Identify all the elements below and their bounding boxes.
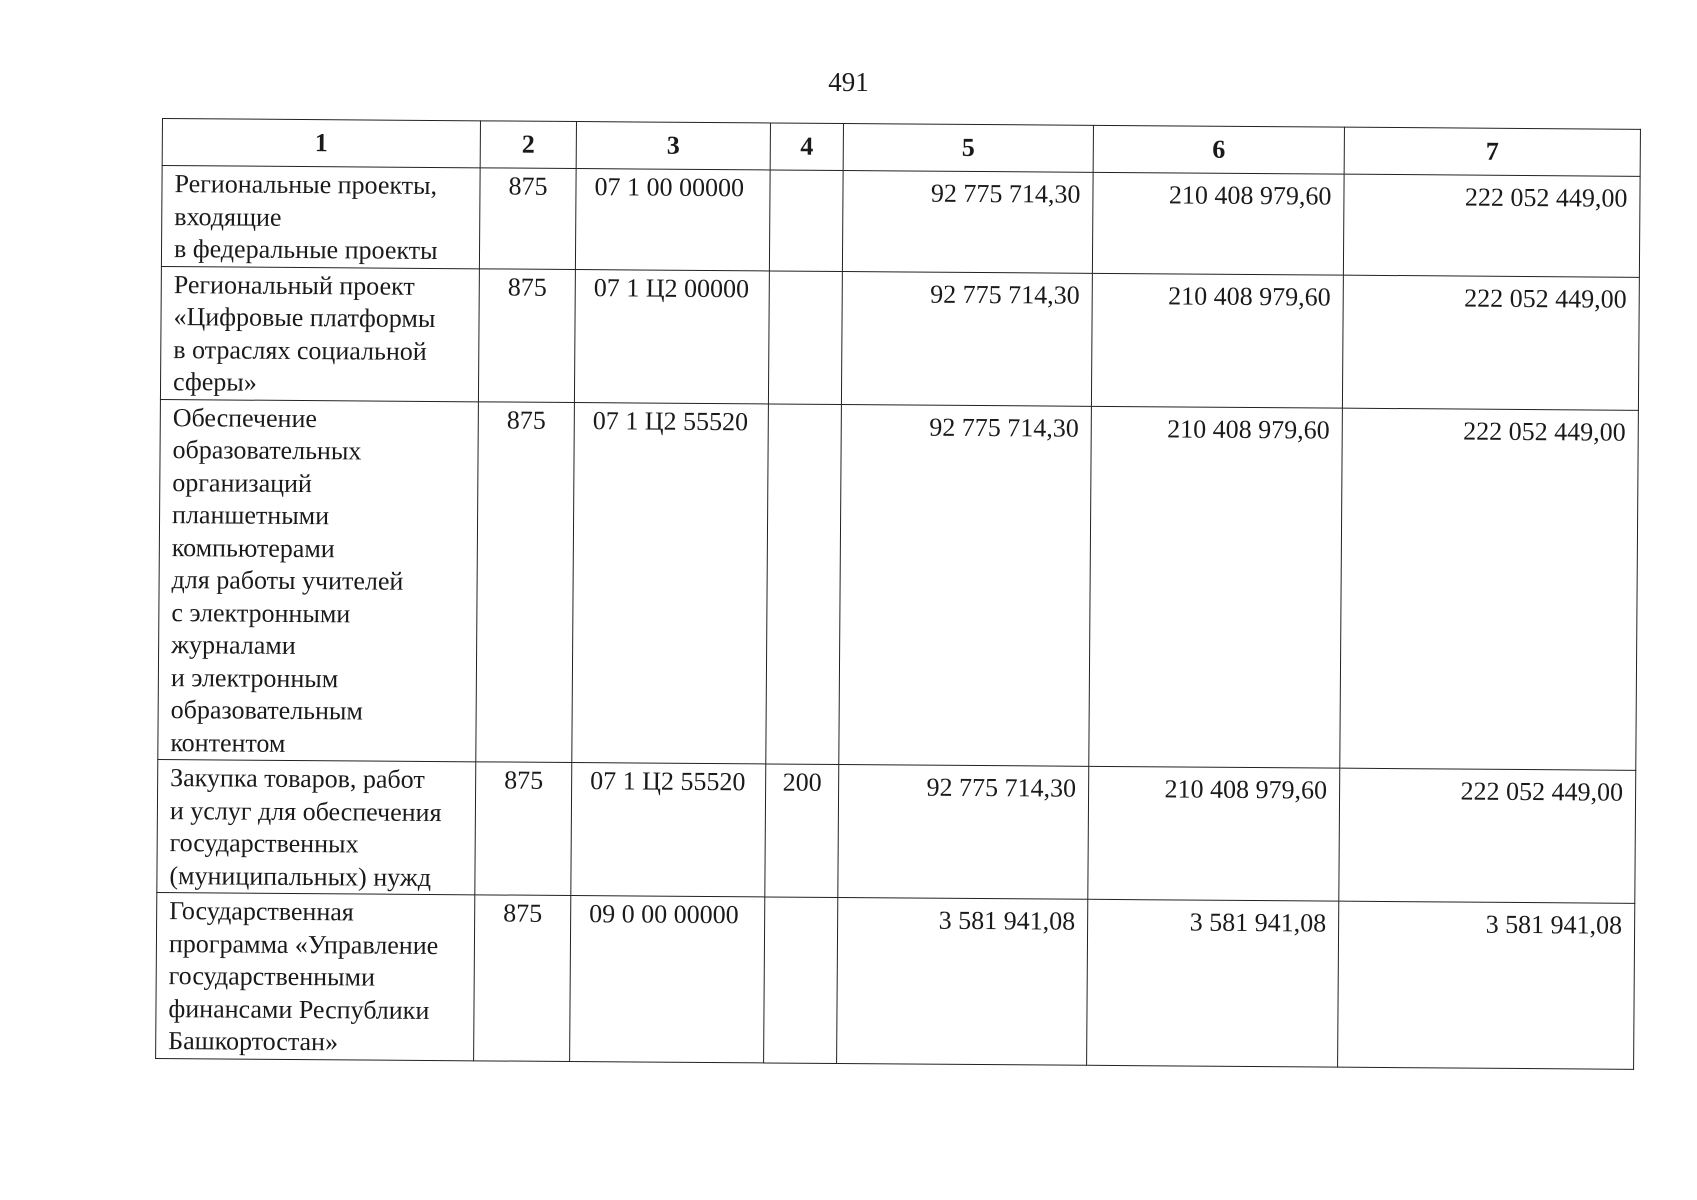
row-name-line: образовательным (170, 695, 364, 726)
row-name-line: Государственная (169, 896, 354, 927)
row-value-col6: 210 408 979,60 (1091, 273, 1343, 408)
table-row (160, 266, 1639, 410)
row-name-line: Башкортостан» (168, 1026, 339, 1057)
table-row (157, 759, 1636, 903)
row-name-line: программа «Управление (168, 928, 439, 960)
row-name-cell (157, 759, 476, 894)
header-col-1: 1 (162, 119, 480, 168)
row-name-line: (муниципальных) нужд (169, 860, 432, 892)
table-row (158, 399, 1639, 770)
row-name-line: Закупка товаров, работ (170, 763, 425, 794)
header-col-5: 5 (843, 123, 1093, 172)
row-expense-type (768, 270, 842, 404)
header-col-6: 6 (1093, 125, 1344, 174)
row-name-line: в отраслях социальной (173, 334, 427, 366)
row-target-code: 07 1 00 00000 (575, 169, 770, 271)
row-name-line: и электронным (170, 662, 339, 693)
row-expense-type (769, 170, 843, 271)
row-name-line: контентом (170, 727, 286, 758)
table-body (156, 166, 1641, 1069)
row-target-code: 07 1 Ц2 55520 (572, 402, 769, 764)
row-value-col7: 222 052 449,00 (1342, 275, 1639, 410)
row-expense-type (764, 897, 838, 1063)
row-name-line: для работы учителей (171, 565, 404, 596)
row-value-col5: 92 775 714,30 (841, 271, 1092, 406)
row-expense-type: 200 (765, 764, 839, 898)
header-col-4: 4 (770, 123, 843, 171)
row-admin-code: 875 (475, 762, 572, 896)
row-admin-code: 875 (478, 268, 575, 402)
row-value-col6: 210 408 979,60 (1088, 766, 1340, 901)
row-admin-code: 875 (474, 895, 571, 1061)
row-name-line: планшетными (171, 500, 330, 531)
row-value-col5: 3 581 941,08 (837, 897, 1088, 1064)
row-name-line: образовательных (172, 435, 362, 466)
row-name-line: Региональные проекты, (174, 169, 438, 201)
row-value-col5: 92 775 714,30 (838, 764, 1089, 899)
row-value-col5: 92 775 714,30 (842, 170, 1093, 272)
table-row (156, 892, 1635, 1068)
table-row (161, 166, 1640, 277)
row-value-col6: 210 408 979,60 (1089, 406, 1343, 768)
budget-table-wrapper (155, 118, 1640, 1069)
row-value-col7: 222 052 449,00 (1343, 174, 1640, 277)
row-name-cell (160, 266, 479, 401)
page-number: 491 (828, 67, 869, 97)
row-name-line: государственными (168, 961, 376, 992)
row-name-line: Обеспечение (172, 402, 318, 433)
row-value-col7: 3 581 941,08 (1338, 901, 1635, 1069)
header-col-3: 3 (576, 122, 770, 170)
row-value-col7: 222 052 449,00 (1340, 408, 1639, 771)
row-name-line: и услуг для обеспечения (169, 795, 442, 827)
row-name-cell (156, 892, 475, 1060)
header-col-2: 2 (480, 121, 576, 169)
row-name-line: сферы» (172, 367, 257, 397)
row-name-line: организаций (172, 467, 313, 498)
row-name-line: государственных (169, 828, 359, 859)
row-name-line: финансами Республики (168, 993, 430, 1025)
row-name-cell (161, 166, 480, 269)
row-target-code: 07 1 Ц2 00000 (574, 269, 769, 403)
row-target-code: 07 1 Ц2 55520 (571, 763, 766, 897)
row-name-line: компьютерами (171, 532, 335, 563)
row-value-col5: 92 775 714,30 (839, 404, 1092, 766)
budget-table (155, 118, 1641, 1069)
row-target-code: 09 0 00 00000 (570, 896, 765, 1063)
row-admin-code: 875 (476, 401, 575, 762)
row-name-line: журналами (171, 630, 296, 660)
row-admin-code: 875 (479, 168, 576, 269)
row-value-col6: 3 581 941,08 (1087, 899, 1339, 1066)
row-name-line: с электронными (171, 597, 351, 628)
row-name-cell (158, 399, 479, 762)
row-name-line: в федеральные проекты (173, 234, 438, 266)
row-value-col7: 222 052 449,00 (1339, 768, 1636, 903)
row-name-line: входящие (174, 201, 282, 232)
row-name-line: «Цифровые платформы (173, 302, 436, 334)
row-name-line: Региональный проект (173, 269, 415, 301)
header-col-7: 7 (1344, 127, 1640, 176)
row-value-col6: 210 408 979,60 (1092, 172, 1344, 274)
row-expense-type (766, 403, 842, 764)
